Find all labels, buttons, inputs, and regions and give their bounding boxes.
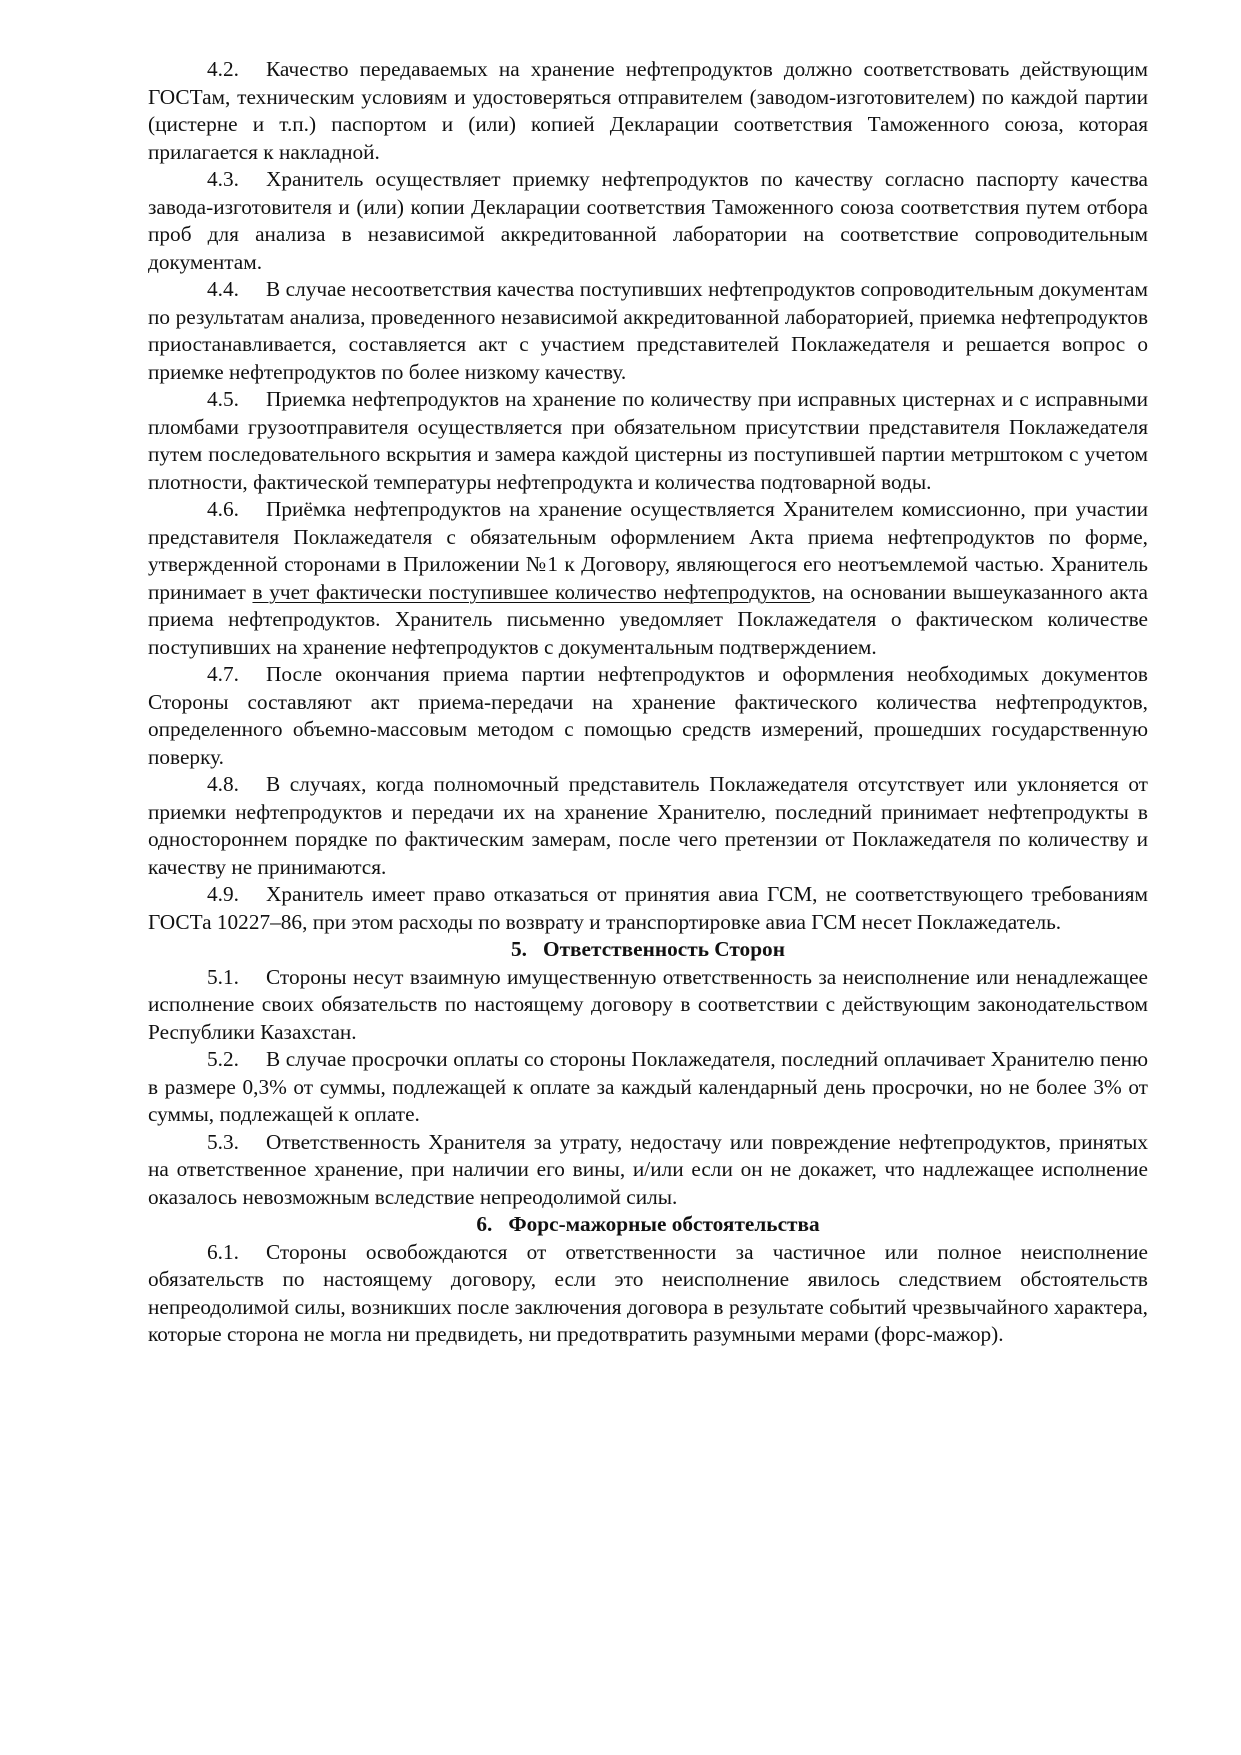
clause-number: 4.2.	[207, 57, 239, 81]
clause-number: 4.9.	[207, 882, 239, 906]
document-page	[148, 56, 1148, 1349]
clause-4-8	[148, 771, 1148, 881]
clause-number: 4.3.	[207, 167, 239, 191]
section-title: Форс-мажорные обстоятельства	[508, 1212, 820, 1236]
clause-number: 4.4.	[207, 277, 239, 301]
section-6-heading	[148, 1211, 1148, 1239]
clause-text: После окончания приема партии нефтепродуктов и оформления необходимых документов Стороны составляют акт приема-передачи на хранение фактического количества нефтепродуктов, определенного объемно-массовым методом с помощью средств измерений, прошедших государственную поверку.	[148, 662, 1148, 769]
clause-4-6	[148, 496, 1148, 661]
clause-number: 4.5.	[207, 387, 239, 411]
clause-6-1	[148, 1239, 1148, 1349]
clause-text: В случае несоответствия качества поступивших нефтепродуктов сопроводительным документам по результатам анализа, проведенного независимой аккредитованной лабораторией, приемка нефтепродуктов приостанавливается, составляется акт с участием представителей Поклажедателя и решается вопрос о приемке нефтепродуктов по более низкому качеству.	[148, 277, 1148, 384]
section-title: Ответственность Сторон	[543, 937, 785, 961]
section-number: 5.	[511, 937, 528, 961]
clause-4-5	[148, 386, 1148, 496]
clause-number: 5.3.	[207, 1129, 239, 1154]
clause-4-4	[148, 276, 1148, 386]
clause-number: 4.8.	[207, 772, 239, 796]
clause-text: Приемка нефтепродуктов на хранение по количеству при исправных цистернах и с исправными пломбами грузоотправителя осуществляется при обязательном присутствии представителя Поклажедателя путем последовательного вскрытия и замера каждой цистерны из поступившей партии метрштоком с учетом плотности, фактической температуры нефтепродукта и количества подтоварной воды.	[148, 387, 1148, 494]
clause-5-3	[148, 1129, 1148, 1212]
clause-text: Ответственность Хранителя за утрату, недостачу или повреждение нефтепродуктов, принятых на ответственное хранение, при наличии его вины, и/или если он не докажет, что надлежащее исполнение оказалось невозможным вследствие непреодолимой силы.	[148, 1129, 1148, 1209]
clause-text: Стороны несут взаимную имущественную ответственность за неисполнение или ненадлежащее исполнение своих обязательств по настоящему договору в соответствии с действующим законодательством Республики Казахстан.	[148, 964, 1148, 1044]
clause-text: В случае просрочки оплаты со стороны Поклажедателя, последний оплачивает Хранителю пеню в размере 0,3% от суммы, подлежащей к оплате за каждый календарный день просрочки, но не более 3% от суммы, подлежащей к оплате.	[148, 1047, 1148, 1126]
clause-4-9	[148, 881, 1148, 936]
clause-5-2	[148, 1046, 1148, 1129]
clause-text: Стороны освобождаются от ответственности за частичное или полное неисполнение обязательств по настоящему договору, если это неисполнение явилось следствием обстоятельств непреодолимой силы, возникших после заключения договора в результате событий чрезвычайного характера, которые сторона не могла ни предвидеть, ни предотвратить разумными мерами (форс-мажор).	[148, 1239, 1148, 1346]
clause-text: Качество передаваемых на хранение нефтепродуктов должно соответствовать действующим ГОСТам, техническим условиям и удостоверяться отправителем (заводом-изготовителем) по каждой партии (цистерне и т.п.) паспортом и (или) копией Декларации соответствия Таможенного союза, которая прилагается к накладной.	[148, 57, 1148, 164]
clause-number: 4.6.	[207, 497, 239, 521]
clause-4-7	[148, 661, 1148, 771]
clause-text: Хранитель имеет право отказаться от принятия авиа ГСМ, не соответствующего требованиям ГОСТа 10227–86, при этом расходы по возврату и транспортировке авиа ГСМ несет Поклажедатель.	[148, 882, 1148, 934]
clause-4-3	[148, 166, 1148, 276]
clause-text: Приёмка нефтепродуктов на хранение осуществляется Хранителем комиссионно, при участии представителя Поклажедателя с обязательным оформлением Акта приема нефтепродуктов по форме, утвержденной сторонами в Приложении №1 к Договору, являющегося его неотъемлемой частью. Хранитель принимает	[148, 497, 1148, 604]
clause-5-1	[148, 964, 1148, 1047]
section-number: 6.	[476, 1212, 493, 1236]
clause-text: Хранитель осуществляет приемку нефтепродуктов по качеству согласно паспорту качества завода-изготовителя и (или) копии Декларации соответствия Таможенного союза соответствия путем отбора проб для анализа в независимой аккредитованной лаборатории на соответствие сопроводительным документам.	[148, 167, 1148, 274]
clause-4-2	[148, 56, 1148, 166]
underlined-text: в учет фактически поступившее количество нефтепродуктов	[252, 579, 811, 604]
clause-text-continued: , на основании вышеуказанного акта приема нефтепродуктов. Хранитель письменно уведомляет Поклажедателя о фактическом количестве поступивших на хранение нефтепродуктов с документальным подтверждением.	[148, 579, 1149, 659]
section-5-heading	[148, 936, 1148, 964]
clause-number: 4.7.	[207, 662, 239, 686]
clause-number: 5.2.	[207, 1047, 239, 1071]
clause-number: 5.1.	[207, 964, 239, 989]
clause-number: 6.1.	[207, 1239, 239, 1264]
clause-text: В случаях, когда полномочный представитель Поклажедателя отсутствует или уклоняется от приемки нефтепродуктов и передачи их на хранение Хранителю, последний принимает нефтепродукты в одностороннем порядке по фактическим замерам, после чего претензии от Поклажедателя по количеству и качеству не принимаются.	[148, 772, 1148, 879]
